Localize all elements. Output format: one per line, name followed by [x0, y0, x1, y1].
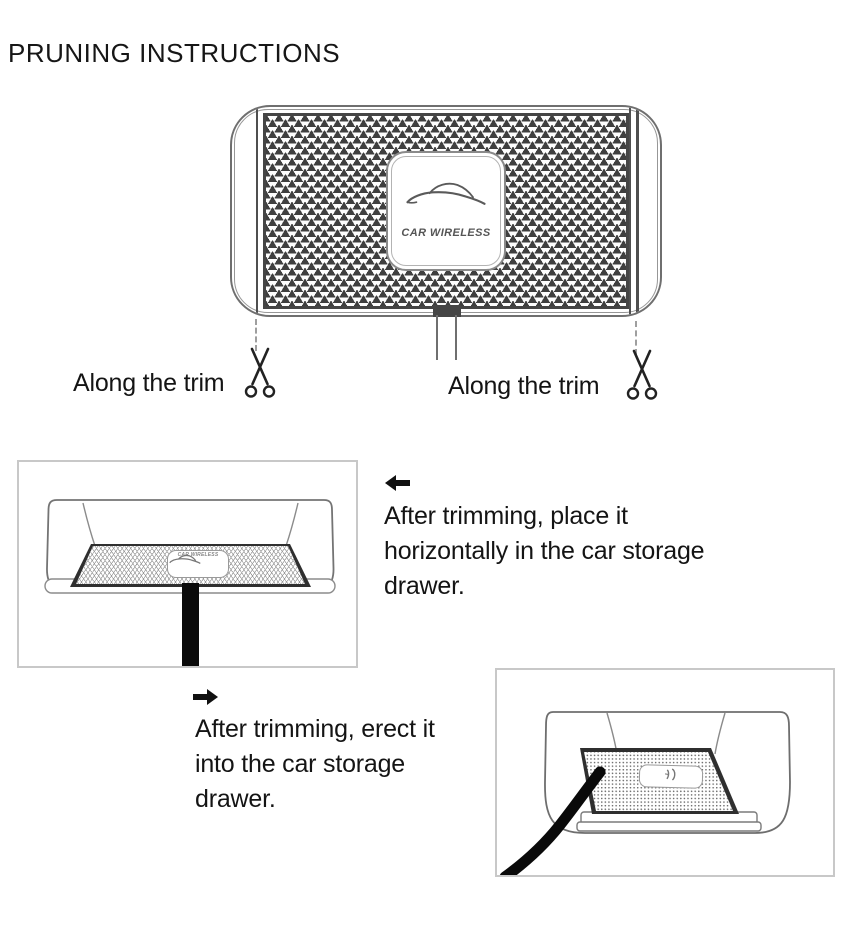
trim-label-left: Along the trim — [73, 369, 225, 397]
scissors-icon — [626, 349, 658, 403]
wireless-pad-diagram — [230, 105, 662, 317]
car-logo-chip-mini — [167, 550, 229, 578]
pad-trim-line-right-inner — [629, 107, 631, 315]
step1-text — [384, 499, 754, 604]
car-logo-text-mini: CAR WIRELESS — [177, 552, 219, 558]
power-cable-thick — [182, 583, 199, 668]
step2-line2: into the car storage — [195, 750, 406, 778]
car-logo-text: CAR WIRELESS — [401, 227, 491, 239]
step2-line3: drawer. — [195, 785, 276, 813]
arrow-left-icon — [385, 475, 410, 491]
logo-chip-inner-border — [391, 156, 501, 266]
power-cable-curved — [497, 670, 835, 877]
step2-text — [195, 712, 485, 817]
car-logo-chip — [386, 151, 506, 271]
pad-trim-line-right-outer — [636, 107, 640, 315]
drawer-horizontal-panel — [17, 460, 358, 668]
step1-line2: horizontally in the car storage — [384, 537, 705, 565]
page-title: PRUNING INSTRUCTIONS — [8, 38, 341, 68]
trim-label-right: Along the trim — [448, 372, 600, 400]
step1-line1: After trimming, place it — [384, 502, 628, 530]
scissors-icon — [244, 347, 276, 401]
step1-line3: drawer. — [384, 572, 465, 600]
drawer-erect-panel — [495, 668, 835, 877]
car-silhouette-icon — [168, 553, 202, 566]
car-silhouette-icon — [405, 177, 487, 211]
power-cable-stub — [436, 315, 457, 360]
arrow-right-icon — [193, 689, 218, 705]
pad-trim-line-left — [256, 107, 258, 315]
step2-line1: After trimming, erect it — [195, 715, 435, 743]
